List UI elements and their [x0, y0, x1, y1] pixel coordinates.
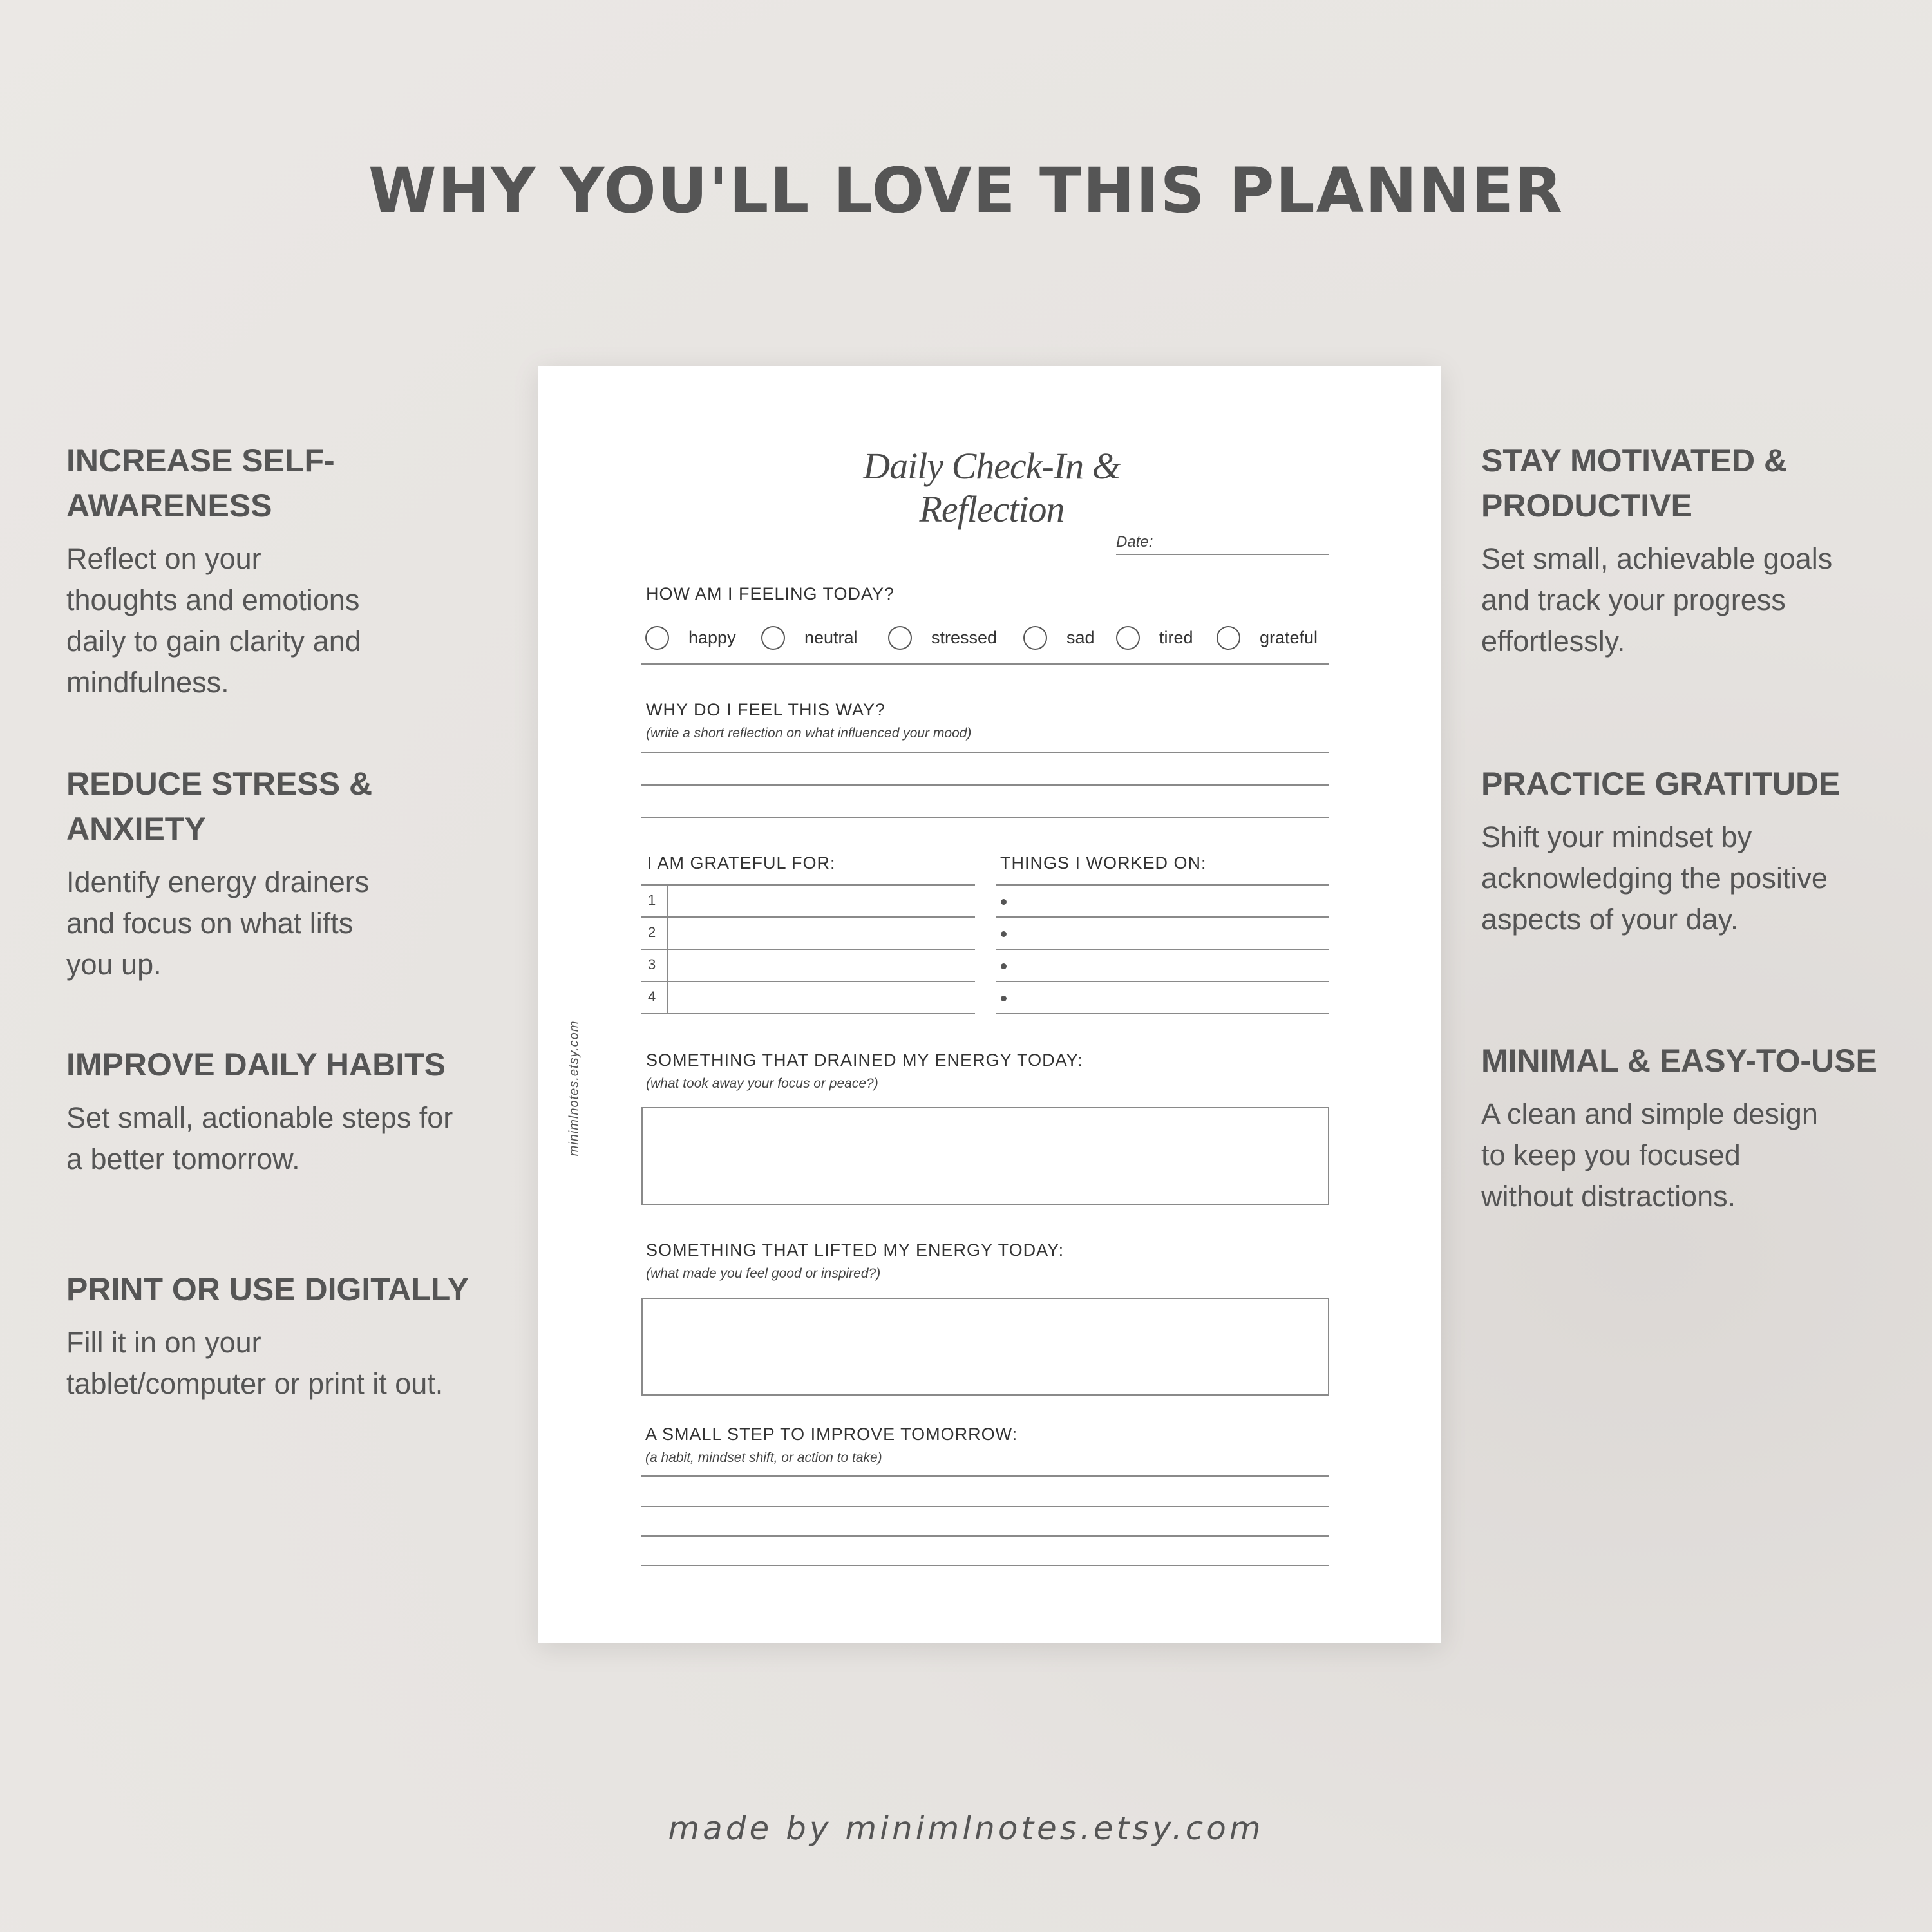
radio-circle-icon[interactable] [761, 626, 785, 650]
mood-option-tired[interactable] [1116, 625, 1193, 650]
feature-title: IMPROVE DAILY HABITS [66, 1046, 446, 1083]
feature-description: Shift your mindset by acknowledging the positive aspects of your day. [1481, 820, 1828, 936]
radio-circle-icon[interactable] [1116, 626, 1140, 650]
feature-motivated [1481, 438, 1906, 662]
table-line[interactable] [996, 981, 1329, 982]
writing-line[interactable] [641, 1506, 1329, 1507]
mood-label: sad [1066, 627, 1095, 647]
bullet-icon [1001, 931, 1007, 937]
table-line[interactable] [996, 1013, 1329, 1014]
lifted-label: SOMETHING THAT LIFTED MY ENERGY TODAY: [646, 1240, 1065, 1260]
feature-title: PRINT OR USE DIGITALLY [66, 1271, 469, 1307]
feature-gratitude [1481, 761, 1906, 940]
row-number: 1 [648, 892, 656, 908]
mood-option-sad[interactable] [1023, 625, 1095, 650]
table-line[interactable] [996, 949, 1329, 950]
footer-credit: made by minimlnotes.etsy.com [668, 1810, 1264, 1847]
feature-title: PRACTICE GRATITUDE [1481, 766, 1841, 802]
mood-option-happy[interactable] [645, 625, 736, 650]
feature-description: A clean and simple design to keep you focused without distractions. [1481, 1097, 1818, 1213]
why-label: WHY DO I FEEL THIS WAY? [646, 700, 886, 719]
bullet-icon [1001, 996, 1007, 1001]
feature-reduce-stress [66, 761, 517, 985]
writing-line[interactable] [641, 1565, 1329, 1566]
lifted-text-box[interactable] [641, 1298, 1329, 1396]
feature-title: STAY MOTIVATED & PRODUCTIVE [1481, 442, 1788, 524]
radio-circle-icon[interactable] [645, 626, 669, 650]
drained-label: SOMETHING THAT DRAINED MY ENERGY TODAY: [646, 1050, 1083, 1070]
writing-line[interactable] [641, 817, 1329, 818]
mood-label: grateful [1260, 627, 1318, 647]
step-hint: (a habit, mindset shift, or action to take) [645, 1450, 882, 1465]
radio-circle-icon[interactable] [1217, 626, 1240, 650]
row-number: 4 [648, 989, 656, 1005]
table-line[interactable] [641, 916, 975, 918]
feature-description: Set small, achievable goals and track your progress effortlessly. [1481, 542, 1833, 658]
divider [641, 663, 1329, 665]
table-line[interactable] [996, 916, 1329, 918]
mood-option-grateful[interactable] [1217, 625, 1318, 650]
feature-description: Reflect on your thoughts and emotions daily to gain clarity and mindfulness. [66, 542, 361, 699]
table-line[interactable] [641, 981, 975, 982]
worked-label: THINGS I WORKED ON: [1000, 853, 1207, 873]
radio-circle-icon[interactable] [888, 626, 912, 650]
feature-title: REDUCE STRESS & ANXIETY [66, 766, 373, 847]
feature-description: Set small, actionable steps for a better tomorrow. [66, 1101, 453, 1175]
bullet-icon [1001, 963, 1007, 969]
date-label: Date: [1116, 533, 1153, 551]
feature-description: Fill it in on your tablet/computer or print it out. [66, 1326, 444, 1400]
date-line[interactable] [1116, 554, 1329, 555]
feeling-label: HOW AM I FEELING TODAY? [646, 584, 895, 603]
mood-option-neutral[interactable] [761, 625, 858, 650]
table-line [641, 884, 975, 886]
table-line [996, 884, 1329, 886]
bullet-icon [1001, 899, 1007, 905]
why-hint: (write a short reflection on what influenced your mood) [646, 726, 972, 741]
table-line[interactable] [641, 1013, 975, 1014]
mood-label: neutral [804, 627, 858, 647]
feature-self-awareness [66, 438, 517, 703]
feature-minimal [1481, 1038, 1906, 1217]
lifted-hint: (what made you feel good or inspired?) [646, 1266, 881, 1281]
mood-label: stressed [931, 627, 998, 647]
page-headline: WHY YOU'LL LOVE THIS PLANNER [368, 155, 1564, 227]
grateful-label: I AM GRATEFUL FOR: [647, 853, 836, 873]
feature-title: INCREASE SELF- AWARENESS [66, 442, 335, 524]
step-label: A SMALL STEP TO IMPROVE TOMORROW: [645, 1425, 1018, 1444]
drained-text-box[interactable] [641, 1107, 1329, 1205]
feature-title: MINIMAL & EASY-TO-USE [1481, 1043, 1877, 1079]
feature-print-digital [66, 1267, 517, 1405]
feature-daily-habits [66, 1042, 517, 1180]
writing-line[interactable] [641, 1475, 1329, 1477]
feature-description: Identify energy drainers and focus on what lifts you up. [66, 866, 370, 981]
mood-label: tired [1159, 627, 1193, 647]
row-number: 3 [648, 956, 656, 972]
sheet-side-url: minimlnotes.etsy.com [567, 1020, 582, 1157]
sheet-title: Daily Check-In & Reflection [863, 445, 1121, 530]
writing-line[interactable] [641, 784, 1329, 786]
mood-label: happy [688, 627, 736, 647]
writing-line[interactable] [641, 1535, 1329, 1537]
writing-line[interactable] [641, 752, 1329, 753]
table-line[interactable] [641, 949, 975, 950]
mood-option-stressed[interactable] [888, 625, 997, 650]
row-number: 2 [648, 924, 656, 940]
table-column-divider [667, 884, 668, 1013]
drained-hint: (what took away your focus or peace?) [646, 1076, 878, 1091]
radio-circle-icon[interactable] [1023, 626, 1047, 650]
